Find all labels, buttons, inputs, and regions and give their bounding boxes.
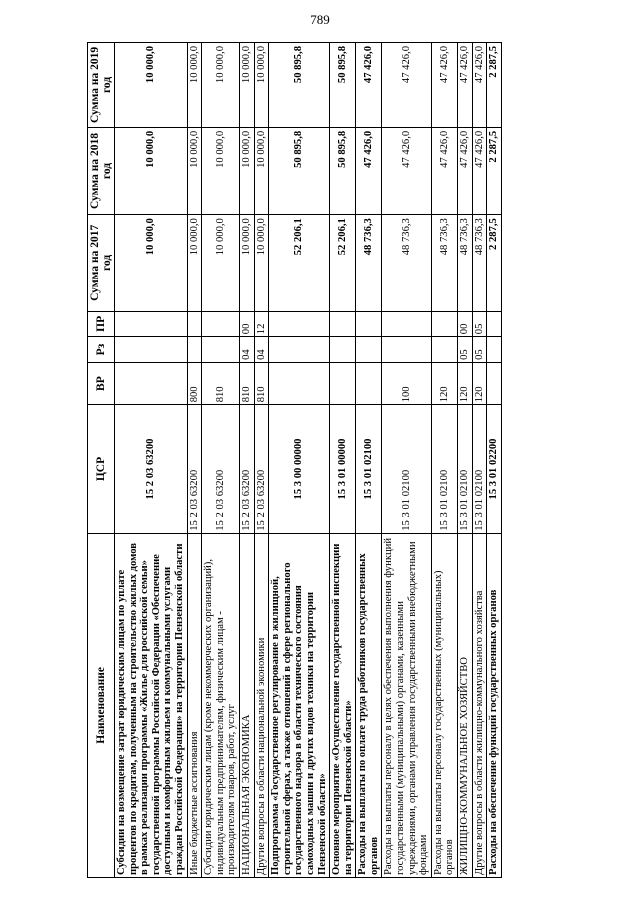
row-sum-2017: 2 287,5 — [487, 215, 502, 311]
header-sum-2017: Сумма на 2017 год — [88, 215, 115, 311]
row-sum-2019: 2 287,5 — [487, 43, 502, 128]
row-sum-2019: 47 426,0 — [458, 43, 473, 128]
row-csr: 15 3 01 00000 — [330, 405, 356, 533]
row-sum-2018: 10 000,0 — [187, 127, 202, 214]
row-pr: 00 — [458, 311, 473, 337]
row-sum-2019: 47 426,0 — [431, 43, 457, 128]
row-name: Субсидии на возмещение затрат юридическим лицам по уплате процентов по кредитам, полученным на строительство жилых домов в рамках реализации программы «Жилье для российской семьи» государственной программы Российской Федерации «Обеспечение доступным и комфортным жильем и коммунальными услугами граждан Российской Федерации» на территории Пензенской области — [115, 533, 188, 877]
row-sum-2018: 50 895,8 — [330, 127, 356, 214]
table-row — [202, 43, 240, 878]
row-vr: 810 — [254, 362, 269, 404]
row-csr: 15 2 03 63200 — [202, 405, 240, 533]
row-name: Иные бюджетные ассигнования — [187, 533, 202, 877]
row-pr — [187, 311, 202, 337]
row-sum-2019: 10 000,0 — [115, 43, 188, 128]
row-pr — [382, 311, 431, 337]
row-pr — [356, 311, 382, 337]
row-rz — [269, 337, 330, 363]
row-vr: 120 — [431, 362, 457, 404]
row-csr: 15 3 01 02100 — [382, 405, 431, 533]
row-sum-2017: 48 736,3 — [458, 215, 473, 311]
row-rz — [330, 337, 356, 363]
header-vr: ВР — [88, 362, 115, 404]
row-sum-2018: 10 000,0 — [202, 127, 240, 214]
row-sum-2018: 2 287,5 — [487, 127, 502, 214]
header-pr: ПР — [88, 311, 115, 337]
row-sum-2019: 10 000,0 — [202, 43, 240, 128]
row-csr: 15 3 01 02200 — [487, 405, 502, 533]
row-name: Расходы на обеспечение функций государственных органов — [487, 533, 502, 877]
table-row — [269, 43, 330, 878]
row-sum-2018: 47 426,0 — [356, 127, 382, 214]
row-vr: 810 — [202, 362, 240, 404]
row-sum-2019: 10 000,0 — [254, 43, 269, 128]
row-sum-2017: 48 736,3 — [356, 215, 382, 311]
header-csr: ЦСР — [88, 405, 115, 533]
header-rz: Рз — [88, 337, 115, 363]
row-rz — [431, 337, 457, 363]
row-sum-2019: 10 000,0 — [239, 43, 254, 128]
row-name: Расходы на выплаты персоналу государственных (муниципальных) органов — [431, 533, 457, 877]
row-sum-2019: 50 895,8 — [269, 43, 330, 128]
row-name: ЖИЛИЩНО-КОММУНАЛЬНОЕ ХОЗЯЙСТВО — [458, 533, 473, 877]
table-row — [187, 43, 202, 878]
row-pr — [115, 311, 188, 337]
row-pr: 12 — [254, 311, 269, 337]
row-csr: 15 3 01 02100 — [431, 405, 457, 533]
row-rz: 04 — [239, 337, 254, 363]
header-sum-2018: Сумма на 2018 год — [88, 127, 115, 214]
row-rz — [115, 337, 188, 363]
row-pr — [431, 311, 457, 337]
row-pr: 00 — [239, 311, 254, 337]
row-rz: 04 — [254, 337, 269, 363]
row-csr: 15 2 03 63200 — [254, 405, 269, 533]
row-vr — [330, 362, 356, 404]
row-sum-2018: 50 895,8 — [269, 127, 330, 214]
table-row — [254, 43, 269, 878]
row-sum-2018: 47 426,0 — [458, 127, 473, 214]
row-sum-2017: 10 000,0 — [115, 215, 188, 311]
row-rz — [382, 337, 431, 363]
row-sum-2018: 10 000,0 — [254, 127, 269, 214]
row-rz — [187, 337, 202, 363]
row-csr: 15 3 01 02100 — [458, 405, 473, 533]
row-csr: 15 3 01 02100 — [356, 405, 382, 533]
row-name: Субсидии юридическим лицам (кроме некоммерческих организаций), индивидуальным предпринимателям, физическим лицам - производителям товаров, работ, услуг — [202, 533, 240, 877]
row-sum-2019: 50 895,8 — [330, 43, 356, 128]
header-sum-2019: Сумма на 2019 год — [88, 43, 115, 128]
table-row — [472, 43, 487, 878]
row-sum-2019: 47 426,0 — [472, 43, 487, 128]
table-row — [115, 43, 188, 878]
row-vr: 810 — [239, 362, 254, 404]
row-pr — [269, 311, 330, 337]
row-sum-2019: 10 000,0 — [187, 43, 202, 128]
row-sum-2017: 10 000,0 — [202, 215, 240, 311]
row-sum-2017: 10 000,0 — [187, 215, 202, 311]
row-name: Подпрограмма «Государственное регулирование в жилищной, строительной сферах, а также отношений в сфере регионального государственного надзора в области технического состояния самоходных машин и других видов техники на территории Пензенской области» — [269, 533, 330, 877]
row-sum-2017: 10 000,0 — [239, 215, 254, 311]
page-number: 789 — [310, 12, 330, 27]
row-rz — [202, 337, 240, 363]
row-sum-2017: 48 736,3 — [431, 215, 457, 311]
table-row — [487, 43, 502, 878]
row-vr — [115, 362, 188, 404]
row-rz — [356, 337, 382, 363]
row-csr: 15 3 00 00000 — [269, 405, 330, 533]
row-sum-2017: 48 736,3 — [472, 215, 487, 311]
row-sum-2018: 47 426,0 — [431, 127, 457, 214]
row-sum-2017: 52 206,1 — [330, 215, 356, 311]
row-rz: 05 — [472, 337, 487, 363]
row-csr: 15 2 03 63200 — [187, 405, 202, 533]
rotated-table-wrapper — [87, 42, 609, 878]
table-row — [458, 43, 473, 878]
row-sum-2018: 10 000,0 — [115, 127, 188, 214]
row-vr: 100 — [382, 362, 431, 404]
row-vr — [269, 362, 330, 404]
row-vr: 120 — [472, 362, 487, 404]
row-csr: 15 2 03 63200 — [239, 405, 254, 533]
table-body — [115, 43, 502, 878]
table-row — [431, 43, 457, 878]
budget-table — [87, 42, 502, 878]
row-csr: 15 2 03 63200 — [115, 405, 188, 533]
header-row — [88, 43, 115, 878]
row-pr: 05 — [472, 311, 487, 337]
row-csr: 15 3 01 02100 — [472, 405, 487, 533]
row-rz — [487, 337, 502, 363]
row-sum-2018: 47 426,0 — [472, 127, 487, 214]
table-row — [330, 43, 356, 878]
table-row — [239, 43, 254, 878]
row-sum-2019: 47 426,0 — [382, 43, 431, 128]
row-sum-2018: 47 426,0 — [382, 127, 431, 214]
row-vr: 120 — [458, 362, 473, 404]
row-rz: 05 — [458, 337, 473, 363]
row-name: Основное мероприятие «Осуществление государственной инспекции на территории Пензенской области» — [330, 533, 356, 877]
row-sum-2017: 52 206,1 — [269, 215, 330, 311]
row-vr: 800 — [187, 362, 202, 404]
row-sum-2018: 10 000,0 — [239, 127, 254, 214]
row-name: НАЦИОНАЛЬНАЯ ЭКОНОМИКА — [239, 533, 254, 877]
row-name: Другие вопросы в области национальной экономики — [254, 533, 269, 877]
row-name: Расходы на выплаты по оплате труда работников государственных органов — [356, 533, 382, 877]
table-row — [356, 43, 382, 878]
row-sum-2017: 48 736,3 — [382, 215, 431, 311]
row-vr — [487, 362, 502, 404]
row-name: Расходы на выплаты персоналу в целях обеспечения выполнения функций государственными (муниципальными) органами, казенными учреждениями, органами управления государственными внебюджетными фондами — [382, 533, 431, 877]
row-sum-2019: 47 426,0 — [356, 43, 382, 128]
row-pr — [330, 311, 356, 337]
row-pr — [487, 311, 502, 337]
row-name: Другие вопросы в области жилищно-коммунального хозяйства — [472, 533, 487, 877]
row-sum-2017: 10 000,0 — [254, 215, 269, 311]
header-name: Наименование — [88, 533, 115, 877]
row-pr — [202, 311, 240, 337]
row-vr — [356, 362, 382, 404]
table-row — [382, 43, 431, 878]
